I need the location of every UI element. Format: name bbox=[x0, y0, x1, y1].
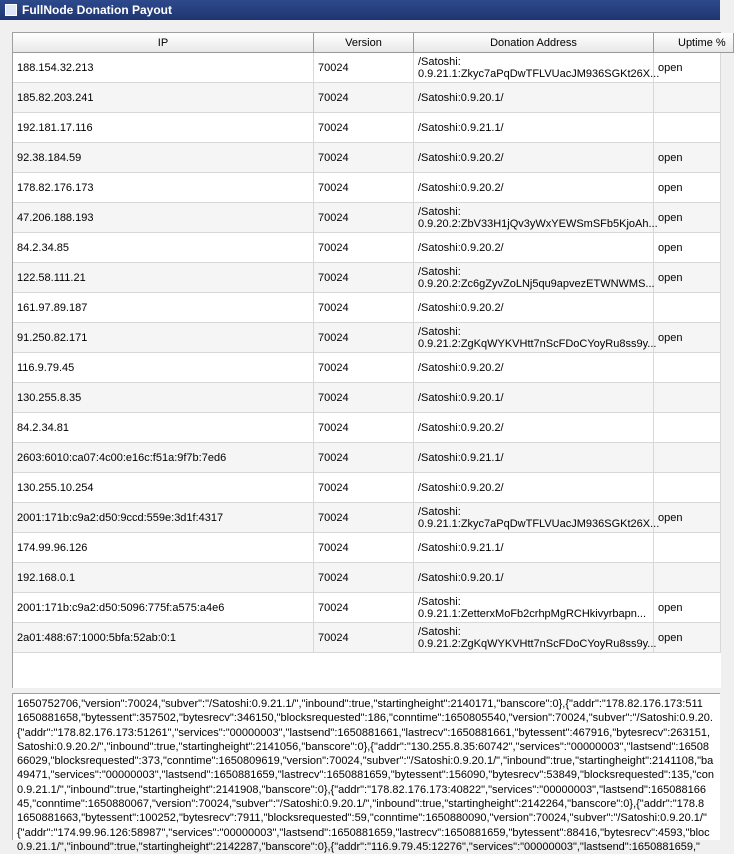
table-row[interactable] bbox=[13, 353, 721, 383]
version-cell-text: 70024 bbox=[318, 391, 349, 404]
ip-cell-text: 178.82.176.173 bbox=[17, 181, 94, 194]
donation-address-cell-text: /Satoshi: 0.9.21.1:Zkyc7aPqDwTFLVUacJM936SGKt26X... bbox=[418, 505, 660, 530]
log-line: 1650881663,"bytessent":100252,"bytesrecv":7911,"blocksrequested":59,"conntime":1650880090,"version":70024,"subver":"/Satoshi:0.9.20.1/" bbox=[17, 812, 707, 825]
table-row[interactable] bbox=[13, 233, 721, 263]
table-row[interactable] bbox=[13, 563, 721, 593]
uptime-cell bbox=[654, 113, 721, 142]
version-cell-text: 70024 bbox=[318, 211, 349, 224]
ip-cell-text: 116.9.79.45 bbox=[17, 361, 75, 374]
version-cell-text: 70024 bbox=[318, 301, 349, 314]
ip-cell-text: 92.38.184.59 bbox=[17, 151, 82, 164]
version-cell bbox=[314, 143, 414, 172]
uptime-cell-text: open bbox=[658, 241, 683, 254]
table-row[interactable] bbox=[13, 473, 721, 503]
uptime-cell bbox=[654, 593, 721, 622]
log-line: 1650752706,"version":70024,"subver":"/Satoshi:0.9.21.1/","inbound":true,"startingheight":2140171,"banscore":0},{"addr":"178.82.176.173:511 bbox=[17, 698, 703, 710]
uptime-cell-text: open bbox=[658, 181, 683, 194]
donation-address-cell-text: /Satoshi:0.9.20.1/ bbox=[418, 91, 504, 104]
ip-cell bbox=[13, 503, 314, 532]
version-cell bbox=[314, 293, 414, 322]
uptime-cell bbox=[654, 563, 721, 592]
donation-address-cell bbox=[414, 533, 654, 562]
version-cell bbox=[314, 473, 414, 502]
ip-cell bbox=[13, 623, 314, 652]
donation-address-cell-text: /Satoshi:0.9.20.2/ bbox=[418, 301, 504, 314]
table-row[interactable] bbox=[13, 83, 721, 113]
table-row[interactable] bbox=[13, 113, 721, 143]
donation-address-cell-text: /Satoshi: 0.9.21.2:ZgKqWYKVHtt7nScFDoCYoyRu8ss9y... bbox=[418, 625, 657, 650]
donation-address-cell-text: /Satoshi:0.9.21.1/ bbox=[418, 451, 504, 464]
window-title: FullNode Donation Payout bbox=[22, 3, 172, 17]
donation-address-cell-text: /Satoshi:0.9.20.2/ bbox=[418, 151, 504, 164]
donation-address-cell-text: /Satoshi: 0.9.20.2:Zc6gZyvZoLNj5qu9apvezETWNWMS... bbox=[418, 265, 655, 290]
donation-address-cell-text: /Satoshi: 0.9.20.2:ZbV33H1jQv3yWxYEWSmSFb5KjoAh... bbox=[418, 205, 658, 230]
uptime-cell bbox=[654, 53, 721, 82]
version-cell bbox=[314, 113, 414, 142]
log-line: {"addr":"174.99.96.126:58987","services":"00000003","lastsend":1650881659,"lastrecv":1650881659,"bytessent":88416,"bytesrecv":4593,"bloc bbox=[17, 826, 710, 839]
donation-address-cell bbox=[414, 143, 654, 172]
version-cell bbox=[314, 413, 414, 442]
donation-address-cell bbox=[414, 563, 654, 592]
uptime-cell-text: open bbox=[658, 271, 683, 284]
version-cell-text: 70024 bbox=[318, 241, 349, 254]
uptime-cell bbox=[654, 203, 721, 232]
uptime-cell bbox=[654, 233, 721, 262]
version-cell bbox=[314, 593, 414, 622]
ip-cell-text: 91.250.82.171 bbox=[17, 331, 88, 344]
ip-cell-text: 122.58.111.21 bbox=[17, 271, 86, 284]
app-icon bbox=[5, 4, 17, 16]
version-cell-text: 70024 bbox=[318, 541, 349, 554]
ip-cell-text: 188.154.32.213 bbox=[17, 61, 94, 74]
table-row[interactable] bbox=[13, 413, 721, 443]
ip-cell bbox=[13, 263, 314, 292]
version-cell bbox=[314, 623, 414, 652]
donation-address-cell bbox=[414, 413, 654, 442]
version-cell bbox=[314, 233, 414, 262]
version-cell-text: 70024 bbox=[318, 601, 349, 614]
log-line: 0.9.21.1/","inbound":true,"startingheight":2142287,"banscore":0},{"addr":"116.9.79.45:12276","services":"00000003","lastsend":1650881659," bbox=[17, 840, 700, 853]
version-cell-text: 70024 bbox=[318, 511, 349, 524]
node-table[interactable] bbox=[12, 32, 726, 688]
uptime-cell bbox=[654, 383, 721, 412]
log-line: 49471,"services":"00000003","lastsend":1650881659,"lastrecv":1650881659,"bytessent":156090,"bytesrecv":53849,"blocksrequested":135,"con bbox=[17, 769, 715, 782]
donation-address-cell-text: /Satoshi:0.9.20.2/ bbox=[418, 361, 504, 374]
ip-cell-text: 2001:171b:c9a2:d50:9ccd:559e:3d1f:4317 bbox=[17, 511, 224, 524]
donation-address-cell-text: /Satoshi:0.9.20.1/ bbox=[418, 571, 504, 584]
version-cell bbox=[314, 53, 414, 82]
donation-address-cell bbox=[414, 203, 658, 232]
log-line: 1650881658,"bytessent":357502,"bytesrecv":346150,"blocksrequested":186,"conntime":1650805540,"version":70024,"subver":"/Satoshi:0.9.20. bbox=[17, 712, 713, 725]
uptime-cell bbox=[654, 83, 721, 112]
donation-address-cell bbox=[414, 53, 660, 82]
donation-address-cell bbox=[414, 503, 660, 532]
ip-cell bbox=[13, 413, 314, 442]
version-cell-text: 70024 bbox=[318, 361, 349, 374]
uptime-cell-text: open bbox=[658, 61, 683, 74]
uptime-cell bbox=[654, 443, 721, 472]
ip-cell bbox=[13, 473, 314, 502]
donation-address-cell-text: /Satoshi:0.9.21.1/ bbox=[418, 121, 504, 134]
uptime-cell-text: open bbox=[658, 331, 683, 344]
version-cell-text: 70024 bbox=[318, 331, 349, 344]
uptime-cell-text: open bbox=[658, 601, 683, 614]
ip-cell bbox=[13, 353, 314, 382]
uptime-cell bbox=[654, 143, 721, 172]
donation-address-cell-text: /Satoshi: 0.9.21.1:ZetterxMoFb2crhpMgRCHkivyrbapn... bbox=[418, 595, 647, 620]
donation-address-cell bbox=[414, 383, 654, 412]
ip-cell bbox=[13, 383, 314, 412]
donation-address-cell bbox=[414, 83, 654, 112]
table-row[interactable] bbox=[13, 623, 721, 653]
donation-address-cell bbox=[414, 323, 657, 352]
version-cell bbox=[314, 83, 414, 112]
table-row[interactable] bbox=[13, 383, 721, 413]
version-cell-text: 70024 bbox=[318, 91, 349, 104]
version-cell bbox=[314, 383, 414, 412]
uptime-cell bbox=[654, 503, 721, 532]
uptime-cell bbox=[654, 473, 721, 502]
version-cell bbox=[314, 563, 414, 592]
uptime-cell bbox=[654, 323, 721, 352]
ip-cell-text: 2a01:488:67:1000:5bfa:52ab:0:1 bbox=[17, 631, 177, 644]
version-cell-text: 70024 bbox=[318, 631, 349, 644]
uptime-cell-text: open bbox=[658, 151, 683, 164]
column-header-donation-address[interactable]: Donation Address bbox=[414, 33, 654, 53]
donation-address-cell bbox=[414, 113, 654, 142]
ip-cell bbox=[13, 83, 314, 112]
donation-address-cell bbox=[414, 353, 654, 382]
ip-cell bbox=[13, 53, 314, 82]
ip-cell-text: 84.2.34.81 bbox=[17, 421, 69, 434]
uptime-cell bbox=[654, 263, 721, 292]
version-cell bbox=[314, 203, 414, 232]
donation-address-cell-text: /Satoshi:0.9.20.2/ bbox=[418, 481, 504, 494]
ip-cell bbox=[13, 113, 314, 142]
donation-address-cell bbox=[414, 473, 654, 502]
version-cell bbox=[314, 323, 414, 352]
ip-cell-text: 84.2.34.85 bbox=[17, 241, 69, 254]
table-row[interactable] bbox=[13, 533, 721, 563]
uptime-cell bbox=[654, 293, 721, 322]
donation-address-cell bbox=[414, 263, 654, 292]
donation-address-cell-text: /Satoshi: 0.9.21.2:ZgKqWYKVHtt7nScFDoCYoyRu8ss9y... bbox=[418, 325, 657, 350]
ip-cell bbox=[13, 593, 314, 622]
table-row[interactable] bbox=[13, 503, 721, 533]
log-line: Satoshi:0.9.20.2/","inbound":true,"startingheight":2141056,"banscore":0},{"addr":"130.255.8.35:60742","services":"00000003","lastsend":16508 bbox=[17, 740, 710, 753]
ip-cell bbox=[13, 533, 314, 562]
log-output[interactable] bbox=[12, 693, 720, 853]
ip-cell-text: 2001:171b:c9a2:d50:5096:775f:a575:a4e6 bbox=[17, 601, 225, 614]
donation-address-cell bbox=[414, 233, 654, 262]
ip-cell bbox=[13, 173, 314, 202]
version-cell-text: 70024 bbox=[318, 421, 349, 434]
donation-address-cell-text: /Satoshi: 0.9.21.1:Zkyc7aPqDwTFLVUacJM936SGKt26X... bbox=[418, 55, 660, 80]
ip-cell-text: 130.255.10.254 bbox=[17, 481, 94, 494]
donation-address-cell-text: /Satoshi:0.9.20.2/ bbox=[418, 421, 504, 434]
ip-cell bbox=[13, 233, 314, 262]
uptime-cell-text: open bbox=[658, 511, 683, 524]
ip-cell-text: 174.99.96.126 bbox=[17, 541, 88, 554]
ip-cell-text: 130.255.8.35 bbox=[17, 391, 82, 404]
version-cell bbox=[314, 443, 414, 472]
title-bar bbox=[0, 0, 720, 20]
table-row[interactable] bbox=[13, 293, 721, 323]
donation-address-cell-text: /Satoshi:0.9.20.2/ bbox=[418, 181, 504, 194]
ip-cell-text: 185.82.203.241 bbox=[17, 91, 94, 104]
version-cell bbox=[314, 173, 414, 202]
version-cell bbox=[314, 353, 414, 382]
table-row[interactable] bbox=[13, 323, 721, 353]
ip-cell-text: 161.97.89.187 bbox=[17, 301, 88, 314]
uptime-cell bbox=[654, 173, 721, 202]
column-header-version[interactable]: Version bbox=[314, 33, 414, 53]
uptime-cell bbox=[654, 413, 721, 442]
ip-cell bbox=[13, 203, 314, 232]
version-cell-text: 70024 bbox=[318, 481, 349, 494]
table-row[interactable] bbox=[13, 53, 721, 83]
version-cell-text: 70024 bbox=[318, 271, 349, 284]
ip-cell-text: 2603:6010:ca07:4c00:e16c:f51a:9f7b:7ed6 bbox=[17, 451, 227, 464]
table-row[interactable] bbox=[13, 443, 721, 473]
version-cell-text: 70024 bbox=[318, 151, 349, 164]
ip-cell bbox=[13, 323, 314, 352]
version-cell-text: 70024 bbox=[318, 61, 349, 74]
column-header-uptime[interactable]: Uptime % bbox=[654, 33, 734, 53]
donation-address-cell-text: /Satoshi:0.9.21.1/ bbox=[418, 541, 504, 554]
donation-address-cell-text: /Satoshi:0.9.20.2/ bbox=[418, 241, 504, 254]
table-row[interactable] bbox=[13, 203, 721, 233]
version-cell-text: 70024 bbox=[318, 181, 349, 194]
version-cell-text: 70024 bbox=[318, 121, 349, 134]
ip-cell bbox=[13, 143, 314, 172]
table-row[interactable] bbox=[13, 263, 721, 293]
ip-cell bbox=[13, 293, 314, 322]
ip-cell bbox=[13, 443, 314, 472]
ip-cell-text: 192.168.0.1 bbox=[17, 571, 76, 584]
version-cell-text: 70024 bbox=[318, 451, 349, 464]
version-cell bbox=[314, 533, 414, 562]
donation-address-cell-text: /Satoshi:0.9.20.1/ bbox=[418, 391, 504, 404]
log-line: {"addr":"178.82.176.173:51261","services":"00000003","lastsend":1650881661,"lastrecv":1650881661,"bytessent":467916,"bytesrecv":263151, bbox=[17, 726, 711, 739]
log-line: 45,"conntime":1650880067,"version":70024,"subver":"/Satoshi:0.9.20.1/","inbound":true,"startingheight":2142264,"banscore":0},{"addr":"178.8 bbox=[17, 798, 705, 811]
ip-cell-text: 192.181.17.116 bbox=[17, 121, 93, 134]
donation-address-cell bbox=[414, 443, 654, 472]
uptime-cell-text: open bbox=[658, 211, 683, 224]
table-row[interactable] bbox=[13, 173, 721, 203]
column-header-ip[interactable]: IP bbox=[13, 33, 314, 53]
uptime-cell bbox=[654, 533, 721, 562]
version-cell bbox=[314, 263, 414, 292]
version-cell-text: 70024 bbox=[318, 571, 349, 584]
donation-address-cell bbox=[414, 593, 654, 622]
log-line: 0.9.21.1/","inbound":true,"startingheight":2141908,"banscore":0},{"addr":"178.82.176.173:40822","services":"00000003","lastsend":165088166 bbox=[17, 783, 706, 796]
donation-address-cell bbox=[414, 623, 657, 652]
table-row[interactable] bbox=[13, 143, 721, 173]
donation-address-cell bbox=[414, 173, 654, 202]
uptime-cell bbox=[654, 353, 721, 382]
donation-address-cell bbox=[414, 293, 654, 322]
ip-cell bbox=[13, 563, 314, 592]
version-cell bbox=[314, 503, 414, 532]
table-row[interactable] bbox=[13, 593, 721, 623]
uptime-cell bbox=[654, 623, 721, 652]
uptime-cell-text: open bbox=[658, 631, 683, 644]
ip-cell-text: 47.206.188.193 bbox=[17, 211, 94, 224]
log-line: 66029,"blocksrequested":373,"conntime":1650809619,"version":70024,"subver":"/Satoshi:0.9.20.1/","inbound":true,"startingheight":2141108,"ba bbox=[17, 755, 714, 768]
